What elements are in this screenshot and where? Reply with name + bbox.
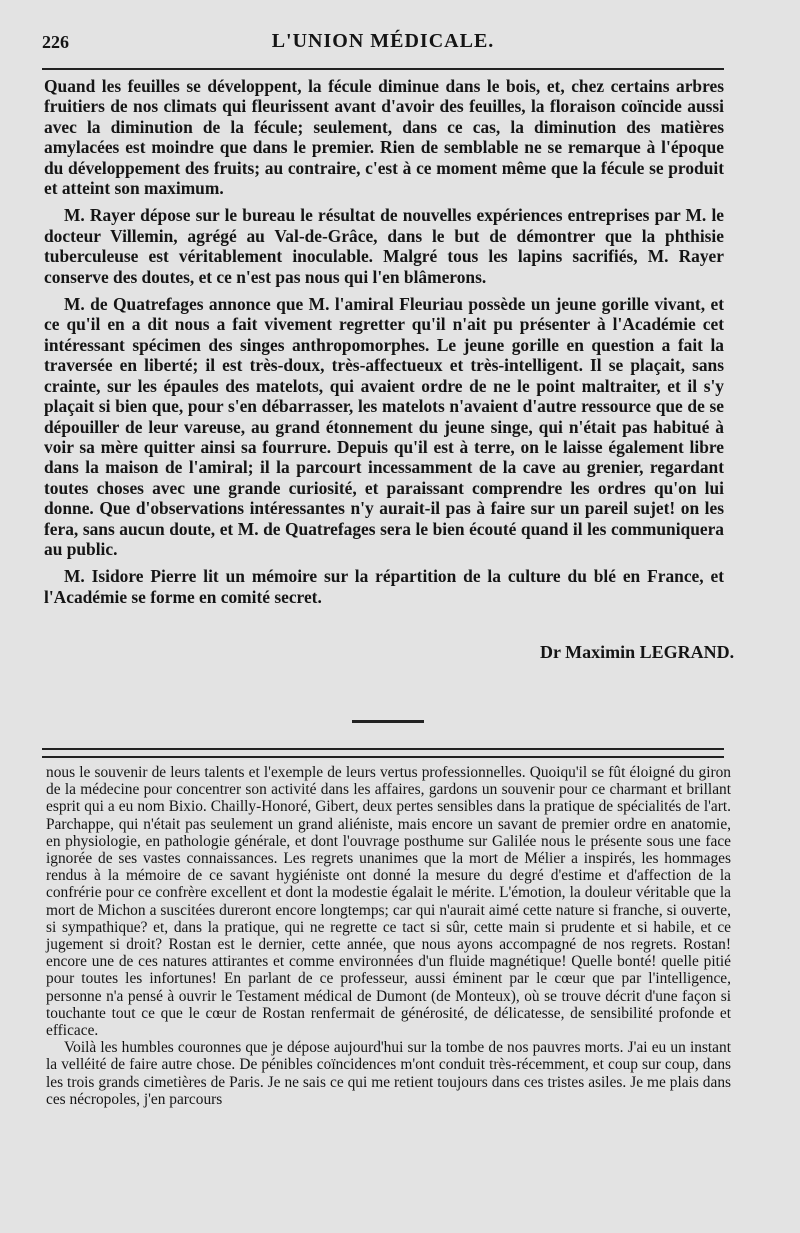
paragraph-feculent: Quand les feuilles se développent, la fécule diminue dans le bois, et, chez certains arbres fruitiers de nos climats qui fleurissent avant d'avoir des feuilles, la floraison coïncide aussi avec la diminution de la fécule; seulement, dans ce cas, la diminution des matières amylacées est moindre que dans le premier. Rien de semblable ne se remarque à l'époque du développement des fruits; au contraire, c'est à ce moment même que la fécule se produit et atteint son maximum. — [44, 76, 724, 199]
page-header — [42, 22, 724, 52]
paragraph-souvenirs: nous le souvenir de leurs talents et l'exemple de leurs vertus professionnelles. Quoiqu'il se fût éloigné du giron de la médecine pour concentrer son activité dans les affaires, gardons un souvenir pour ce charmant et brillant esprit qui a eu nom Bixio. Chailly-Honoré, Gibert, deux pertes sensibles dans la pratique de spécialités de l'art. Parchappe, qui n'était pas seulement un grand aliéniste, mais encore un savant de premier ordre en anatomie, en physiologie, en pathologie générale, et dont l'ouvrage posthume sur Galilée nous le présente sous une face ignorée de ses vastes connaissances. Les regrets unanimes que la mort de Mélier a inspirés, les hommages rendus à la mémoire de ce savant hygiéniste ont donné la mesure du degré d'estime et d'affection de la confrérie pour ce confrère excellent et dont la modestie égalait le mérite. L'émotion, la douleur véritable que la mort de Michon a suscitées dureront encore longtemps; car qui n'aurait aimé cette nature si franche, si ouverte, si sympathique? et, dans la pratique, qui ne regrette ce tact si sûr, cette main si prudente et si habile, et ce jugement si droit? Rostan est le dernier, cette année, que nous ayons accompagné de nos regrets. Rostan! encore une de ces natures attirantes et comme environnées d'un fluide magnétique! Quelle bonté! quelle pitié pour toutes les infortunes! En parlant de ce professeur, aussi éminent par le cœur que par l'intelligence, personne n'a pensé à ouvrir le Testament médical de Dumont (de Monteux), où se trouve décrit d'une façon si touchante tout ce que le cœur de Rostan renfermait de générosité, de délicatesse, de sensibilité profonde et efficace. — [46, 764, 731, 1040]
header-rule — [42, 68, 724, 70]
upper-article — [44, 76, 724, 614]
signature: Dr Maximin LEGRAND. — [540, 642, 735, 662]
paragraph-rayer: M. Rayer dépose sur le bureau le résultat de nouvelles expériences entreprises par M. le docteur Villemin, agrégé au Val-de-Grâce, dans le but de démontrer que la phthisie tuberculeuse est véritablement inoculable. Malgré tous les lapins sacrifiés, M. Rayer conserve des doutes, et ce n'est pas nous qui l'en blâmerons. — [44, 205, 724, 287]
lower-article — [46, 764, 731, 1108]
paragraph-quatrefages: M. de Quatrefages annonce que M. l'amiral Fleuriau possède un jeune gorille vivant, et ce qu'il en a dit nous a fait vivement regretter qu'il n'ait pu présenter à l'Académie cet intéressant spécimen des singes anthropomorphes. Le jeune gorille en question a fait la traversée en liberté; il est très-doux, très-affectueux et très-intelligent. Il se plaçait, sans crainte, sur les épaules des matelots, qui avaient ordre de ne le point maltraiter, et il s'y plaçait si bien que, pour s'en débarrasser, les matelots n'avaient d'autre ressource que de se dépouiller de leur vareuse, au grand étonnement du jeune singe, qui n'était pas habitué à voir sa mère quitter ainsi sa fourrure. Depuis qu'il est à terre, on le laisse également libre dans la maison de l'amiral; il la parcourt incessamment de la cave au grenier, regardant toutes choses avec une grande curiosité, et paraissant comprendre les ordres qu'on lui donne. Que d'observations intéressantes n'y aurait-il pas à faire sur un pareil sujet! on les fera, sans aucun doute, et M. de Quatrefages sera le bien écouté quand il les communiquera au public. — [44, 294, 724, 559]
feuilleton-rule — [42, 748, 724, 758]
section-divider — [352, 720, 424, 723]
page-number: 226 — [42, 32, 69, 52]
paragraph-couronnes: Voilà les humbles couronnes que je dépose aujourd'hui sur la tombe de nos pauvres morts. J'ai eu un instant la velléité de faire autre chose. De pénibles coïncidences m'ont conduit très-récemment, et coup sur coup, dans les trois grands cimetières de Paris. Je ne sais ce qui me retient toujours dans ces tristes asiles. Je me plais dans ces nécropoles, j'en parcours — [46, 1039, 731, 1108]
journal-title: L'UNION MÉDICALE. — [271, 30, 495, 52]
paragraph-isidore-pierre: M. Isidore Pierre lit un mémoire sur la répartition de la culture du blé en France, et l'Académie se forme en comité secret. — [44, 566, 724, 607]
